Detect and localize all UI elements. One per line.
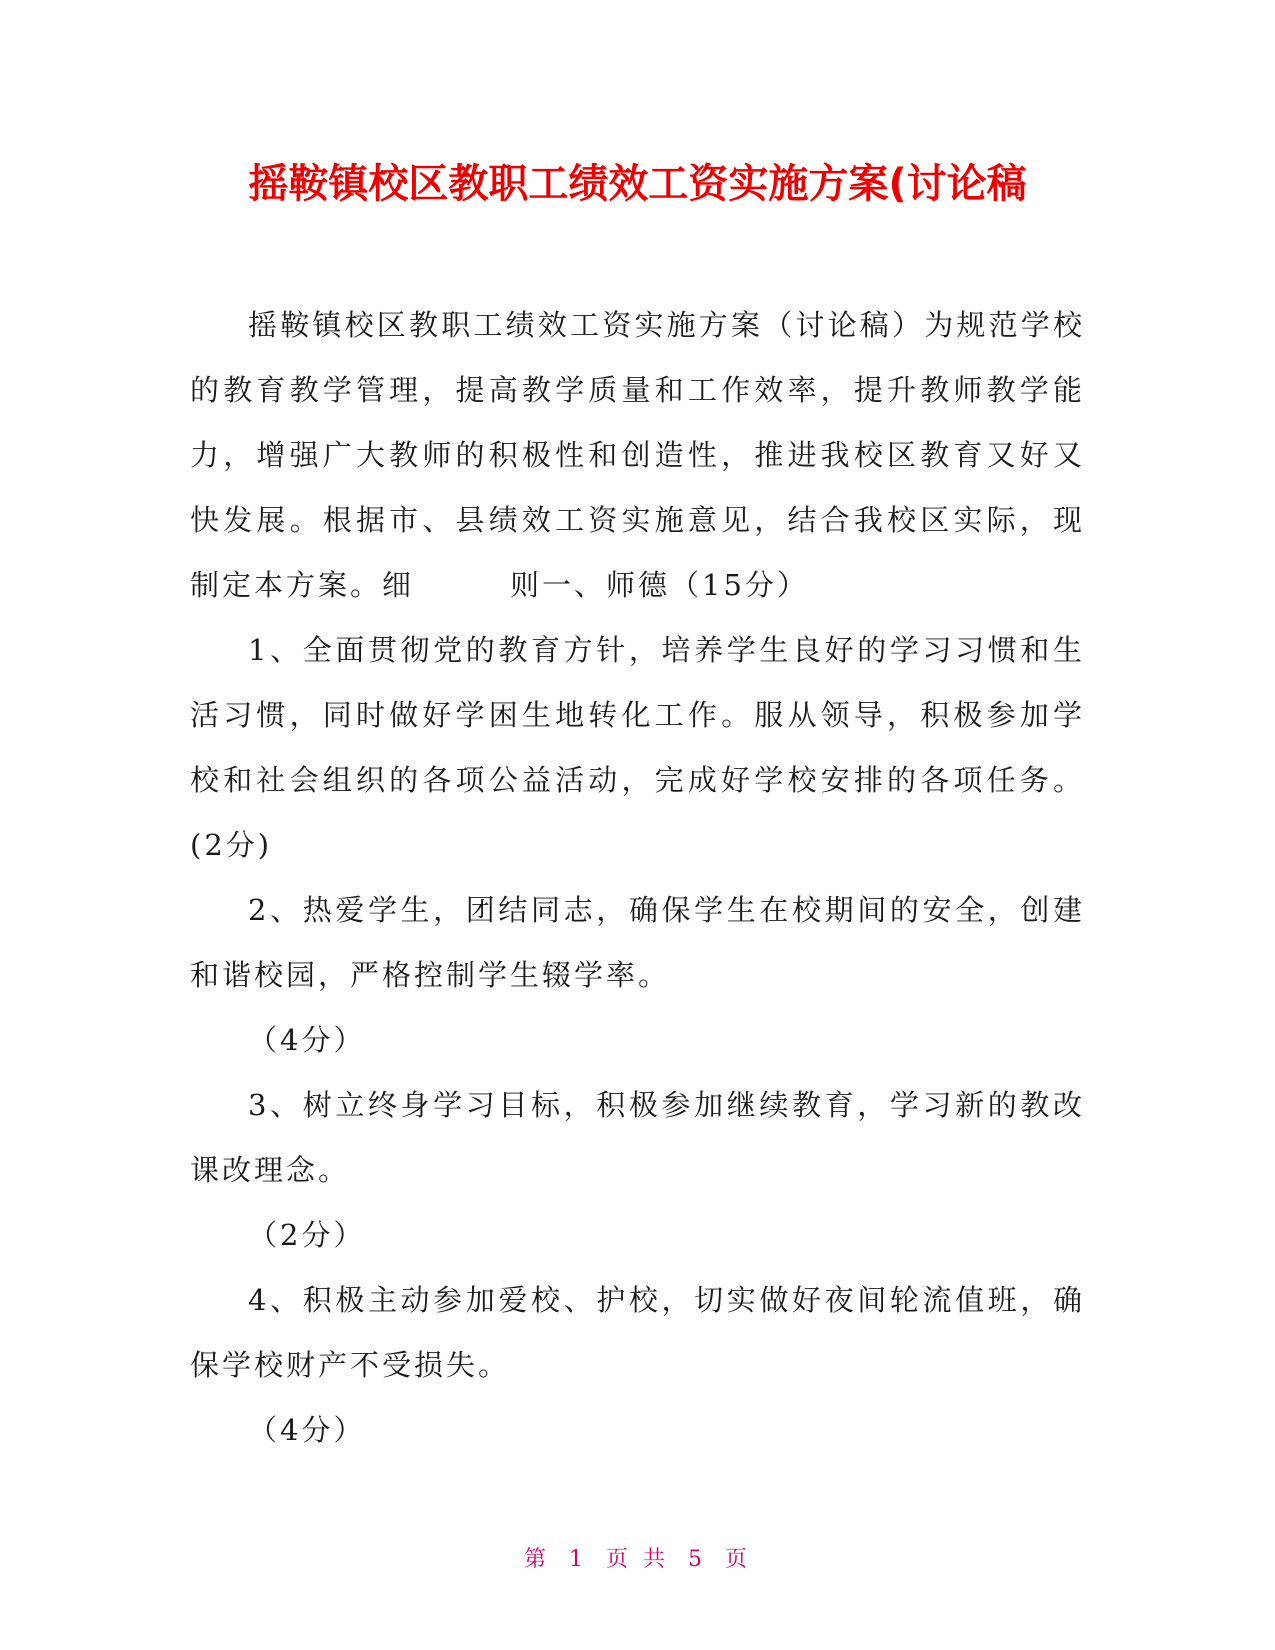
footer-mid: 页 共 [606,1547,669,1572]
footer-current-page: 1 [569,1547,587,1572]
paragraph-item-4: 4、积极主动参加爱校、护校，切实做好夜间轮流值班，确保学校财产不受损失。 [190,1283,1085,1382]
footer-prefix: 第 [523,1547,550,1572]
document-title: 摇鞍镇校区教职工绩效工资实施方案(讨论稿 [248,161,1027,207]
paragraph-score-2: （4分） [248,1023,366,1057]
paragraph-item-3: 3、树立终身学习目标，积极参加继续教育，学习新的教改课改理念。 [190,1088,1085,1187]
footer-suffix: 页 [725,1547,752,1572]
page-footer [0,1545,1275,1575]
paragraph-item-2: 2、热爱学生，团结同志，确保学生在校期间的安全，创建和谐校园，严格控制学生辍学率。 [190,893,1085,992]
paragraph-score-4: （4分） [248,1413,366,1447]
footer-total-pages: 5 [688,1547,706,1572]
paragraph-intro: 摇鞍镇校区教职工绩效工资实施方案（讨论稿）为规范学校的教育教学管理，提高教学质量和工作效率，提升教师教学能力，增强广大教师的积极性和创造性，推进我校区教育又好又快发展。根据市、县绩效工资实施意见，结合我校区实际，现制定本方案。细 则一、师德（15分） [190,308,1085,602]
paragraph-item-1: 1、全面贯彻党的教育方针，培养学生良好的学习习惯和生活习惯，同时做好学困生地转化工作。服从领导，积极参加学校和社会组织的各项公益活动，完成好学校安排的各项任务。(2分) [190,633,1085,862]
paragraph-score-3: （2分） [248,1218,366,1252]
document-body [190,293,1085,1463]
